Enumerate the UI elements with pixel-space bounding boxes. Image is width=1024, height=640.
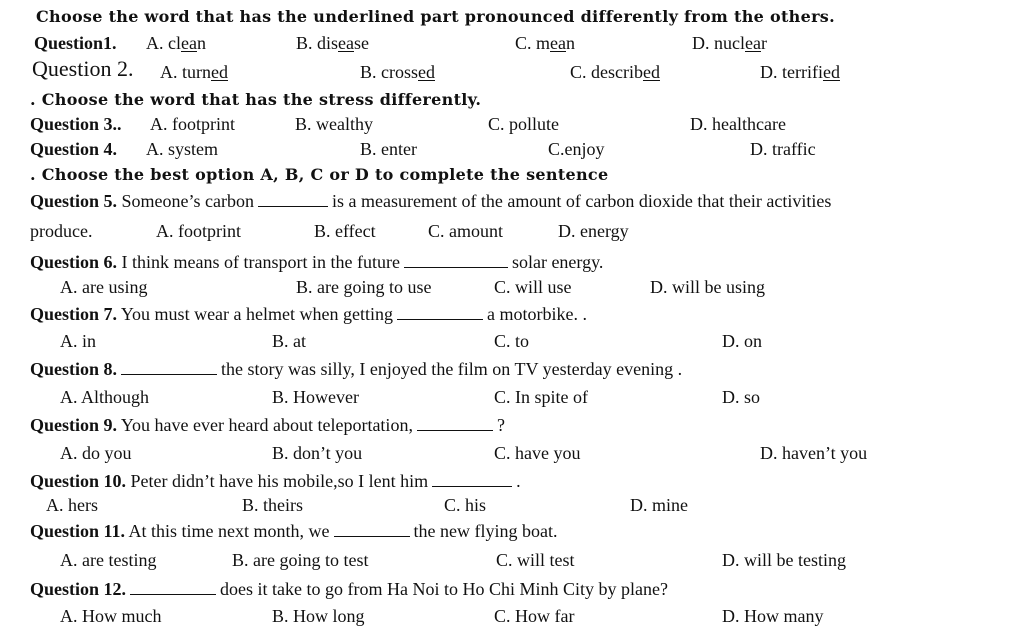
q5-option-d: D. energy xyxy=(558,221,629,241)
section1-heading: Choose the word that has the underlined part pronounced differently from the others. xyxy=(36,7,835,26)
q9-option-d: D. haven’t you xyxy=(760,443,868,463)
q6-option-c: C. will use xyxy=(494,277,572,297)
q6-option-d: D. will be using xyxy=(650,277,765,297)
q2-option-d: D. terrified xyxy=(760,62,840,82)
q11-option-b: B. are going to test xyxy=(232,550,369,570)
section2-heading: . Choose the word that has the stress differently. xyxy=(30,90,482,109)
section3-heading: . Choose the best option A, B, C or D to complete the sentence xyxy=(30,165,609,184)
q1-label: Question1. xyxy=(34,33,117,53)
q8-option-d: D. so xyxy=(722,387,761,407)
q11-option-c: C. will test xyxy=(496,550,575,570)
q2-option-b: B. crossed xyxy=(360,62,435,82)
q7-option-b: B. at xyxy=(272,331,306,351)
q11-option-d: D. will be testing xyxy=(722,550,846,570)
q9-blank xyxy=(417,414,493,431)
q9-option-a: A. do you xyxy=(60,443,132,463)
q9-stem: Question 9. You have ever heard about teleportation, ? xyxy=(30,415,505,435)
q10-blank xyxy=(432,470,512,487)
q6-option-a: A. are using xyxy=(60,277,148,297)
q4-option-c: C.enjoy xyxy=(548,139,605,159)
q12-option-b: B. How long xyxy=(272,606,365,626)
q6-blank xyxy=(404,251,508,268)
q1-option-a: A. clean xyxy=(146,33,206,53)
q11-option-a: A. are testing xyxy=(60,550,157,570)
q8-label: Question 8. xyxy=(30,359,118,379)
q2-option-a: A. turned xyxy=(160,62,228,82)
q8-stem: Question 8. the story was silly, I enjoyed the film on TV yesterday evening . xyxy=(30,359,683,379)
q10-option-d: D. mine xyxy=(630,495,688,515)
q9-option-c: C. have you xyxy=(494,443,581,463)
q12-stem: Question 12. does it take to go from Ha Noi to Ho Chi Minh City by plane? xyxy=(30,579,668,599)
q3-label: Question 3.. xyxy=(30,114,122,134)
q10-option-b: B. theirs xyxy=(242,495,303,515)
q5-stem-cont: produce. xyxy=(30,221,93,241)
q7-stem: Question 7. You must wear a helmet when getting a motorbike. . xyxy=(30,304,587,324)
q3-option-c: C. pollute xyxy=(488,114,559,134)
q4-option-d: D. traffic xyxy=(750,139,816,159)
q10-label: Question 10. xyxy=(30,471,127,491)
q9-label: Question 9. xyxy=(30,415,118,435)
q12-label: Question 12. xyxy=(30,579,127,599)
q8-blank xyxy=(121,358,217,375)
q8-option-c: C. In spite of xyxy=(494,387,588,407)
q11-stem: Question 11. At this time next month, we the new flying boat. xyxy=(30,521,558,541)
q5-stem: Question 5. Someone’s carbon is a measurement of the amount of carbon dioxide that their activities xyxy=(30,191,832,211)
q11-blank xyxy=(334,520,410,537)
q7-label: Question 7. xyxy=(30,304,118,324)
q3-option-a: A. footprint xyxy=(150,114,235,134)
q2-option-c: C. described xyxy=(570,62,660,82)
q4-option-a: A. system xyxy=(146,139,218,159)
q5-blank xyxy=(258,190,328,207)
q1-option-c: C. mean xyxy=(515,33,575,53)
q4-option-b: B. enter xyxy=(360,139,417,159)
q7-option-a: A. in xyxy=(60,331,96,351)
q10-option-c: C. his xyxy=(444,495,487,515)
q12-blank xyxy=(130,578,216,595)
q12-option-c: C. How far xyxy=(494,606,575,626)
q6-label: Question 6. xyxy=(30,252,118,272)
q4-label: Question 4. xyxy=(30,139,118,159)
q5-option-b: B. effect xyxy=(314,221,376,241)
q12-option-a: A. How much xyxy=(60,606,162,626)
q3-option-d: D. healthcare xyxy=(690,114,786,134)
q9-option-b: B. don’t you xyxy=(272,443,363,463)
q3-option-b: B. wealthy xyxy=(295,114,373,134)
q6-stem: Question 6. I think means of transport in the future solar energy. xyxy=(30,252,604,272)
q7-option-d: D. on xyxy=(722,331,762,351)
q5-option-a: A. footprint xyxy=(156,221,241,241)
q11-label: Question 11. xyxy=(30,521,126,541)
q8-option-a: A. Although xyxy=(60,387,150,407)
q12-option-d: D. How many xyxy=(722,606,824,626)
q10-stem: Question 10. Peter didn’t have his mobile,so I lent him . xyxy=(30,471,521,491)
q8-option-b: B. However xyxy=(272,387,359,407)
q2-label: Question 2. xyxy=(32,56,134,81)
q1-option-b: B. disease xyxy=(296,33,369,53)
q1-option-d: D. nuclear xyxy=(692,33,767,53)
q5-option-c: C. amount xyxy=(428,221,503,241)
q5-label: Question 5. xyxy=(30,191,118,211)
q7-blank xyxy=(397,303,483,320)
q6-option-b: B. are going to use xyxy=(296,277,432,297)
q10-option-a: A. hers xyxy=(46,495,98,515)
q7-option-c: C. to xyxy=(494,331,530,351)
